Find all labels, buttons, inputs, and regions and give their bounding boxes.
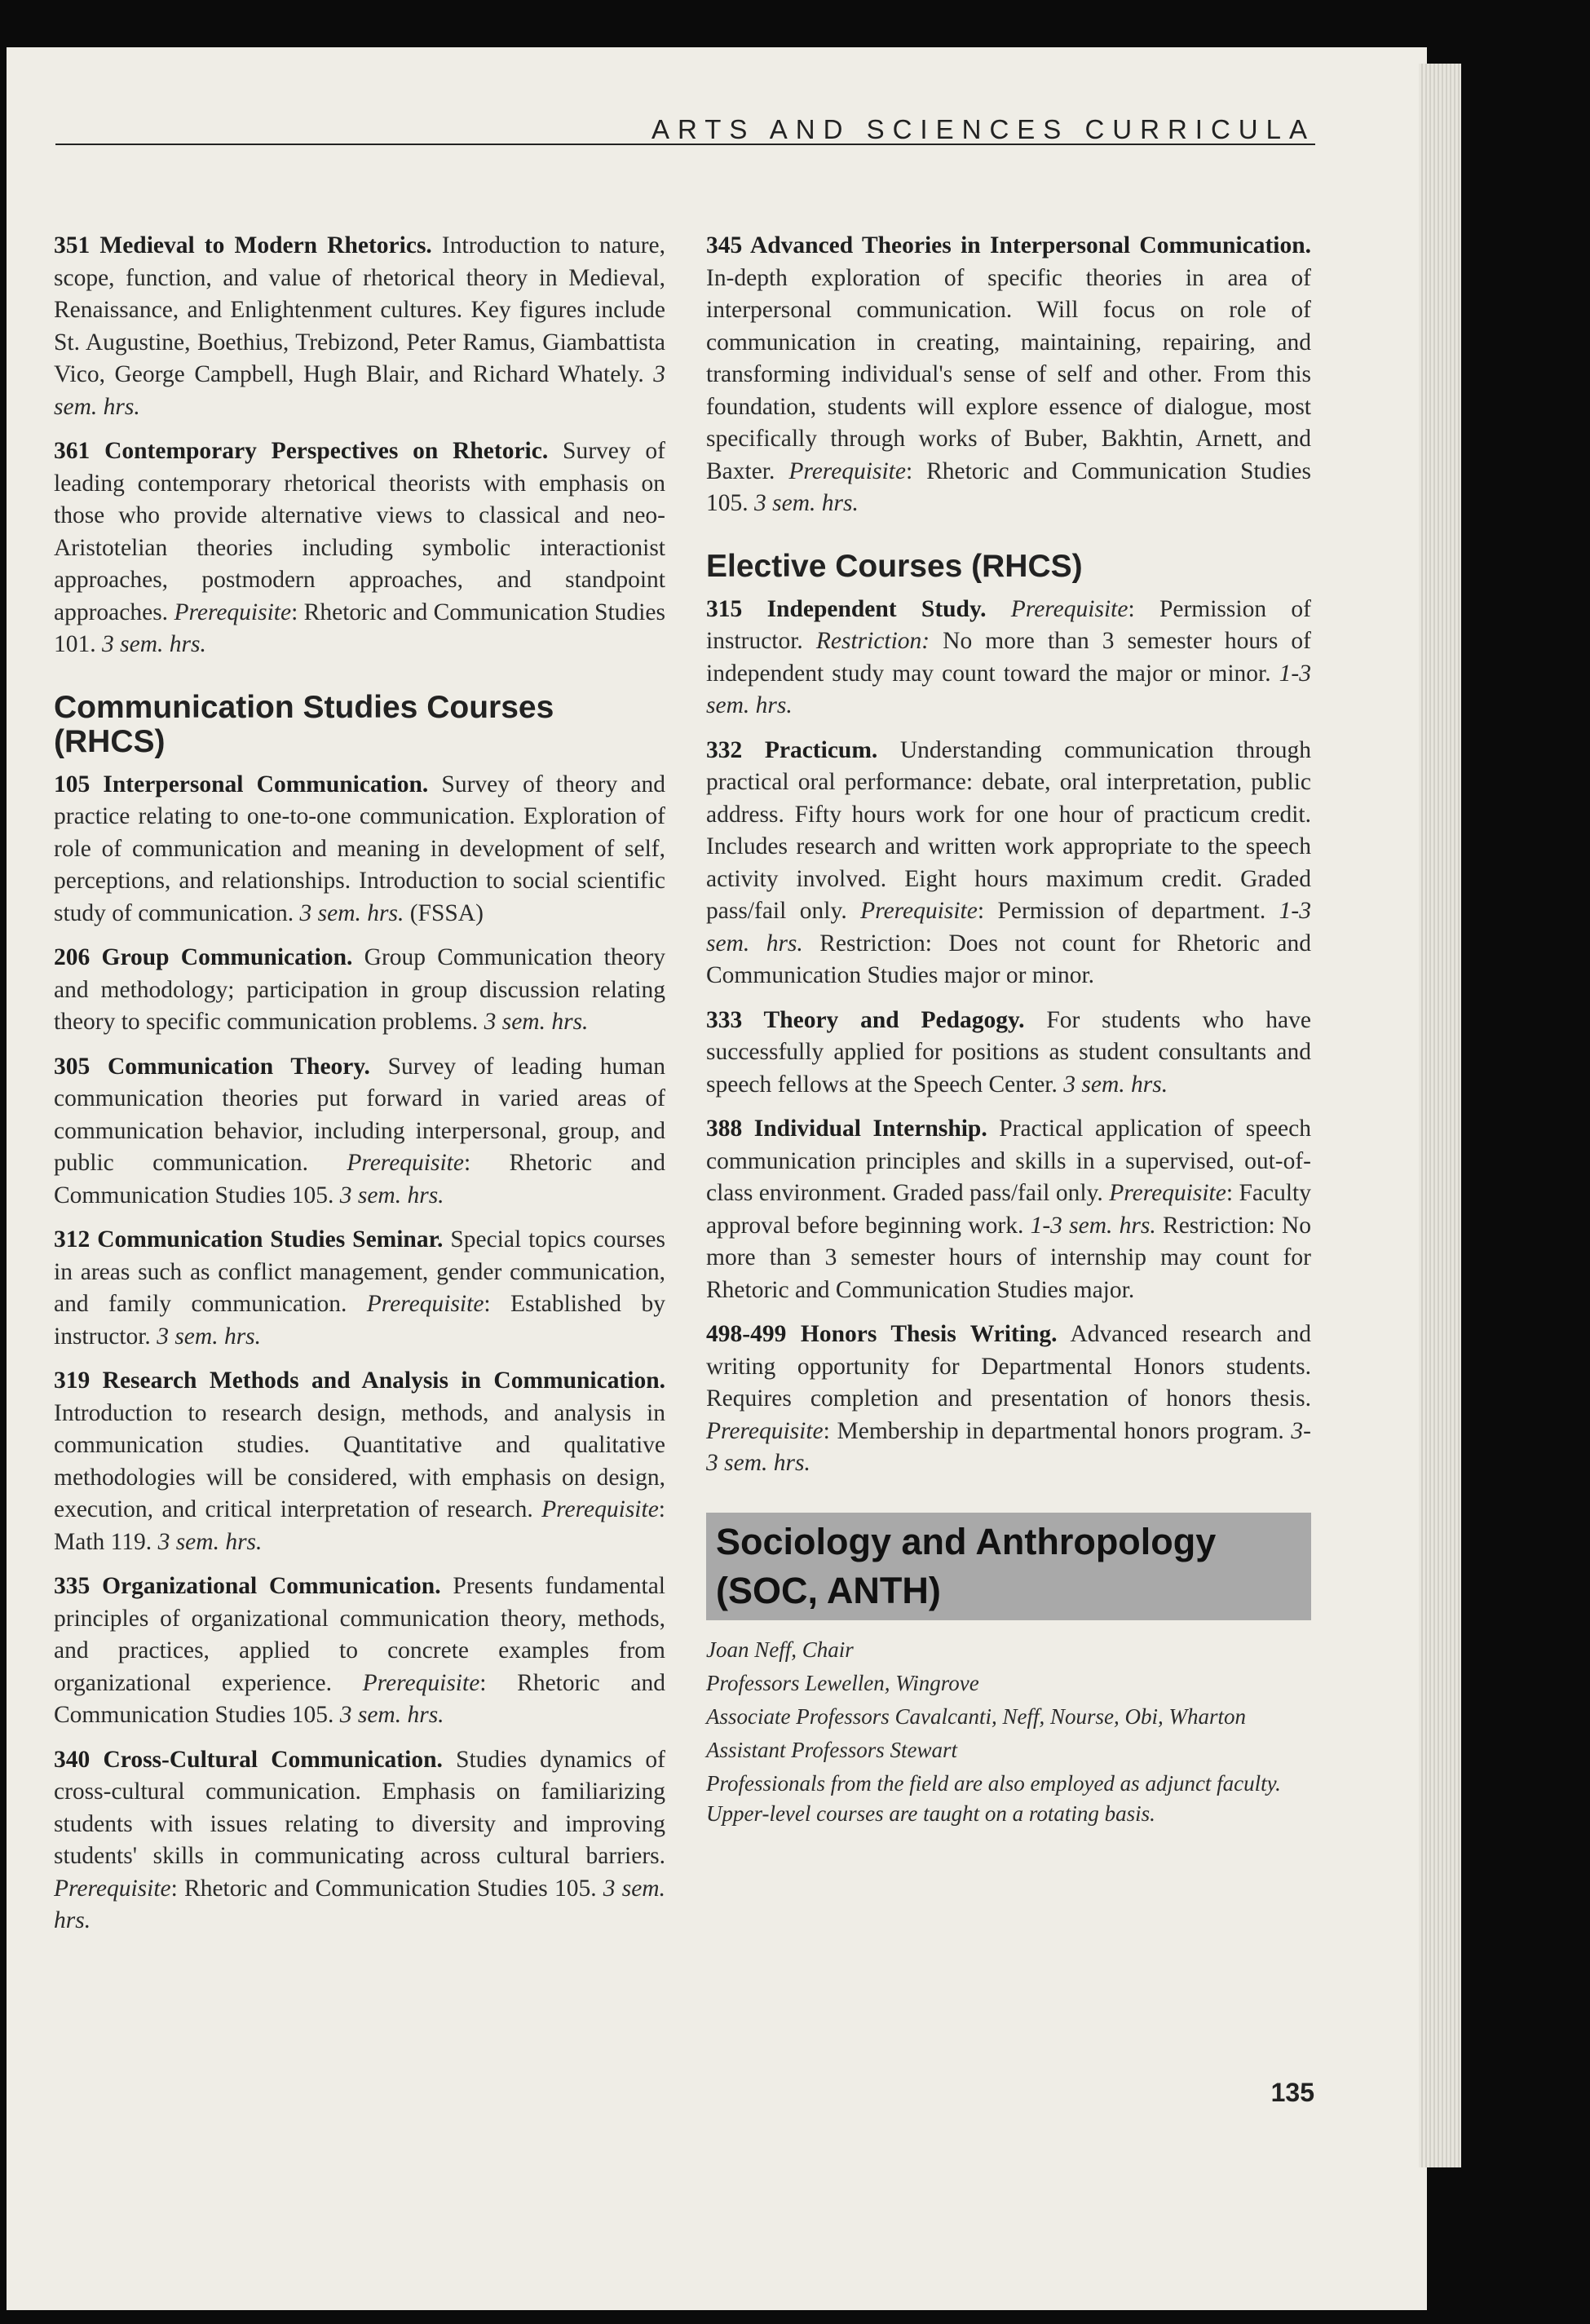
credit-hours: 3 sem. hrs. [54,1875,665,1933]
course-note: (FSSA) [404,899,484,926]
course-description: Introduction to research design, methods, and analysis in communication studies. Quantitative and qualitative methodologies will be considered, with emphasis on design, execution, and critical interpretation of research. [54,1399,665,1522]
communication-studies-entries [54,769,665,1937]
left-top-entries [54,230,665,661]
prerequisite-label: Prerequisite [706,1417,824,1444]
restriction-label: Restriction: [815,628,930,654]
course-title: 312 Communication Studies Seminar. [54,1226,444,1253]
credit-hours: 3 sem. hrs. [339,1182,444,1208]
course-title: 206 Group Communication. [54,944,353,970]
prerequisite-text: : Rhetoric and Communication Studies 105. [54,1150,666,1208]
course-description: Advanced research and writing opportunity for Departmental Honors students. Requires completion and presentation of honors thesis. [706,1321,1311,1412]
course-description: Survey of leading human communication theories put forward in varied areas of communication behavior, including interpersonal, group, and public communication. [54,1053,665,1176]
credit-hours: 3 sem. hrs. [157,1528,263,1555]
course-title: 388 Individual Internship. [706,1116,987,1142]
credit-hours: 1-3 sem. hrs. [1030,1212,1156,1239]
course-description: Understanding communication through practical oral performance: debate, oral interpretation, public address. Fifty hours work for one hour of practicum credit. Includes research and written work appropriate to the speech activity involved. Eight hours maximum credit. Graded pass/fail only. [706,736,1311,924]
department-banner-title: Sociology and Anthropology [716,1520,1217,1562]
prerequisite-label: Prerequisite [362,1669,480,1696]
credit-hours: 3 sem. hrs. [54,361,665,420]
restriction-text: No more than 3 semester hours of independent study may count toward the major or minor. [706,628,1311,687]
faculty-line: Professionals from the field are also employed as adjunct faculty. Upper-level courses are taught on a rotating basis. [706,1770,1281,1826]
course-entry [706,230,1311,520]
course-description: Practical application of speech communication principles and skills in a supervised, out-of-class environment. Graded pass/fail only. [706,1116,1311,1206]
page-number: 135 [1270,2078,1314,2107]
prerequisite-label: Prerequisite [347,1150,464,1176]
faculty-line: Professors Lewellen, Wingrove [706,1670,979,1695]
course-description: Survey of leading contemporary rhetorical theorists with emphasis on those who provide alternative views to classical and neo-Aristotelian theories including symbolic interactionist approaches, postmodern approaches, and standpoint approaches. [54,438,665,625]
prerequisite-label: Prerequisite [54,1875,171,1902]
credit-hours: 3 sem. hrs. [484,1009,589,1035]
course-entry [54,435,665,661]
course-entry [706,1005,1311,1102]
course-title: 333 Theory and Pedagogy. [706,1006,1025,1033]
faculty-list [706,1635,1311,1829]
running-head [55,114,1315,145]
prerequisite-label: Prerequisite [788,457,906,484]
course-entry [54,769,665,930]
course-description: Studies dynamics of cross-cultural communication. Emphasis on familiarizing students with issues relating to diversity and improving students' skills in communicating across cultural barriers. [54,1746,665,1869]
course-title: 319 Research Methods and Analysis in Communication. [54,1367,665,1394]
faculty-line: Joan Neff, Chair [706,1637,854,1662]
course-note: Restriction: Does not count for Rhetoric and Communication Studies major or minor. [706,930,1311,988]
course-entry [706,1113,1311,1306]
prerequisite-text: : Faculty approval before beginning work. [706,1180,1311,1239]
running-head-text: ARTS AND SCIENCES CURRICULA [651,114,1315,144]
right-top-entries [706,230,1311,520]
prerequisite-label: Prerequisite [174,599,292,625]
course-entry [54,942,665,1039]
credit-hours: 3 sem. hrs. [299,899,404,926]
prerequisite-text: : Rhetoric and Communication Studies 101. [54,599,665,657]
course-entry [54,1224,665,1353]
credit-hours: 3 sem. hrs. [339,1702,444,1728]
course-title: 340 Cross-Cultural Communication. [54,1746,443,1773]
prerequisite-label: Prerequisite [1010,595,1128,622]
course-description [986,596,1010,622]
course-description: In-depth exploration of specific theories in area of interpersonal communication. Will focus on role of communication in creating, maintaining, repairing, and transforming individual's sense of self and other. From this foundation, students will explore essence of dialogue, most specifically through works of Buber, Bakhtin, Arnett, and Baxter. [706,264,1311,484]
department-banner-code: (SOC, ANTH) [716,1569,941,1611]
course-note: Restriction: No more than 3 semester hours of internship may count for Rhetoric and Communication Studies major. [706,1212,1311,1303]
course-entry [706,1319,1311,1480]
credit-hours: 3 sem. hrs. [102,631,206,657]
faculty-line: Associate Professors Cavalcanti, Neff, Nourse, Obi, Wharton [706,1703,1246,1729]
prerequisite-text: : Rhetoric and Communication Studies 105. [170,1875,603,1902]
left-column [54,230,665,1950]
prerequisite-text: : Rhetoric and Communication Studies 105. [54,1669,666,1728]
prerequisite-text: : Permission of instructor. [706,595,1311,654]
course-title: 335 Organizational Communication. [54,1573,441,1599]
course-title: 351 Medieval to Modern Rhetorics. [54,232,432,258]
credit-hours: 3 sem. hrs. [754,490,859,516]
course-entry [54,1051,665,1213]
section-heading-communication-studies: Communication Studies Courses (RHCS) [54,689,554,759]
course-title: 105 Interpersonal Communication. [54,771,429,797]
course-title: 315 Independent Study. [706,595,987,622]
page-edge-stack [1419,64,1461,2167]
prerequisite-text: : Membership in departmental honors program. [823,1417,1292,1444]
course-description: Survey of theory and practice relating to one-to-one communication. Exploration of role of communication and meaning in development of self, perceptions, and relationships. Introduction to social scientific study of communication. [54,771,665,926]
credit-hours: 1-3 sem. hrs. [706,898,1311,957]
prerequisite-text: : Established by instructor. [54,1291,665,1350]
course-title: 498-499 Honors Thesis Writing. [706,1321,1058,1347]
course-title: 305 Communication Theory. [54,1053,370,1080]
prerequisite-text: : Math 119. [54,1496,665,1555]
course-description: Introduction to nature, scope, function, and value of rhetorical theory in Medieval, Renaissance, and Enlightenment cultures. Key figures include St. Augustine, Boethius, Trebizond, Peter Ramus, Giambattista Vico, George Campbell, Hugh Blair, and Richard Whately. [54,232,665,387]
prerequisite-text: : Permission of department. [977,898,1279,924]
course-title: 332 Practicum. [706,736,878,763]
course-title: 345 Advanced Theories in Interpersonal Communication. [706,232,1311,258]
course-entry [54,1744,665,1937]
prerequisite-label: Prerequisite [860,898,978,924]
faculty-line: Assistant Professors Stewart [706,1737,958,1762]
elective-course-entries [706,594,1311,1480]
prerequisite-label: Prerequisite [366,1291,484,1317]
prerequisite-label: Prerequisite [1109,1180,1226,1206]
course-title: 361 Contemporary Perspectives on Rhetoric. [54,438,549,464]
course-entry [706,735,1311,992]
course-entry [54,1365,665,1558]
credit-hours: 3 sem. hrs. [1063,1071,1168,1098]
course-description: For students who have successfully applied for positions as student consultants and speech fellows at the Speech Center. [706,1006,1311,1098]
course-description: Group Communication theory and methodology; participation in group discussion relating theory to specific communication problems. [54,944,665,1035]
prerequisite-label: Prerequisite [541,1496,659,1522]
course-entry [706,594,1311,722]
section-heading-elective-courses: Elective Courses (RHCS) [706,548,1083,584]
right-column [706,230,1311,1832]
course-description: Presents fundamental principles of organizational communication theory, methods, and practices, applied to concrete examples from organizational experience. [54,1573,665,1696]
course-entry [54,230,665,423]
course-description: Special topics courses in areas such as conflict management, gender communication, and family communication. [54,1226,665,1317]
credit-hours: 1-3 sem. hrs. [706,660,1311,718]
credit-hours: 3-3 sem. hrs. [706,1417,1311,1476]
course-entry [54,1571,665,1732]
credit-hours: 3 sem. hrs. [157,1323,262,1350]
department-banner [706,1513,1311,1620]
prerequisite-text: : Rhetoric and Communication Studies 105. [706,457,1311,516]
